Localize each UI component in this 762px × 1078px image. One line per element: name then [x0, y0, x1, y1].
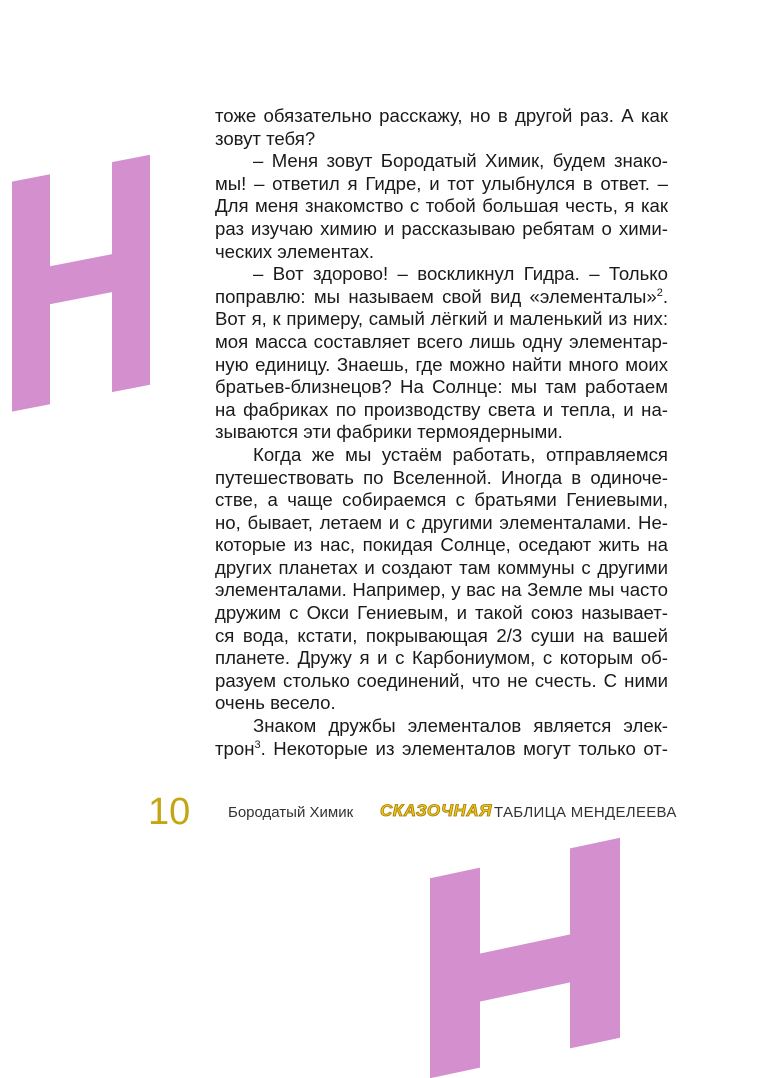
text-line: братьев-близнецов? На Солнце: мы там работаем: [215, 376, 668, 398]
footnote-ref: 3: [254, 738, 261, 751]
text-line: раз изучаю химию и рассказываю ребятам о хими-: [215, 217, 668, 239]
text-line: Знаком дружбы элементалов является элек-: [253, 715, 668, 737]
text-line: ную единицу. Знаешь, где можно найти много моих: [215, 353, 668, 375]
text-line: разуем столько соединений, что не счесть. С ними: [215, 669, 668, 691]
text-line: стве, а чаще собираемся с братьями Гениевыми,: [215, 489, 668, 511]
text-line: ся вода, кстати, покрывающая 2/3 суши на вашей: [215, 624, 668, 646]
text-line: – Меня зовут Бородатый Химик, будем знако-: [253, 150, 668, 172]
text-line: ческих элементах.: [215, 240, 375, 262]
text-line: тоже обязательно расскажу, но в другой раз. А как: [215, 105, 668, 126]
text-line: на фабриках по производству света и тепла, и на-: [215, 398, 668, 420]
body-text: [215, 105, 668, 760]
footnote-ref: 2: [656, 286, 663, 299]
page-footer: [0, 792, 762, 832]
text-line: поправлю: мы называем свой вид «элементалы»$^2$.: [215, 285, 668, 307]
text-line: которые из нас, покидая Солнце, оседают жить на: [215, 534, 668, 556]
text-line: Для меня знакомство с тобой большая честь, я как: [215, 195, 668, 217]
text-line: зываются эти фабрики термоядерными.: [215, 421, 563, 443]
text-line: очень весело.: [215, 692, 336, 714]
text-line: но, бывает, летаем и с другими элементалами. Не-: [215, 511, 668, 533]
series-brand: СКАЗОЧНАЯ: [380, 801, 492, 820]
text-line: моя масса составляет всего лишь одну элементар-: [215, 330, 668, 352]
author-name: Бородатый Химик: [228, 804, 354, 821]
text-line: трон$^3$. Некоторые из элементалов могут только от-: [215, 737, 668, 759]
text-line: мы! – ответил я Гидре, и тот улыбнулся в ответ. –: [215, 172, 668, 194]
text-line: Вот я, к примеру, самый лёгкий и маленький из них:: [215, 308, 668, 330]
text-line: – Вот здорово! – воскликнул Гидра. – Только: [253, 263, 668, 285]
text-line: зовут тебя?: [215, 127, 316, 149]
text-line: планете. Дружу я и с Карбониумом, с которым об-: [215, 647, 668, 669]
text-line: путешествовать по Вселенной. Иногда в одиноче-: [215, 466, 668, 488]
text-line: Когда же мы устаём работать, отправляемся: [253, 443, 668, 465]
decorative-letter-h-bottom: [430, 838, 620, 1078]
text-line: дружим с Окси Гениевым, и такой союз называет-: [215, 602, 668, 624]
text-line: других планетах и создают там коммуны с другими: [215, 556, 668, 578]
book-title: ТАБЛИЦА МЕНДЕЛЕЕВА: [494, 804, 677, 821]
page-number: 10: [148, 791, 191, 833]
text-line: элементалами. Например, у вас на Земле мы часто: [215, 579, 668, 601]
decorative-letter-h-top: [12, 154, 152, 411]
